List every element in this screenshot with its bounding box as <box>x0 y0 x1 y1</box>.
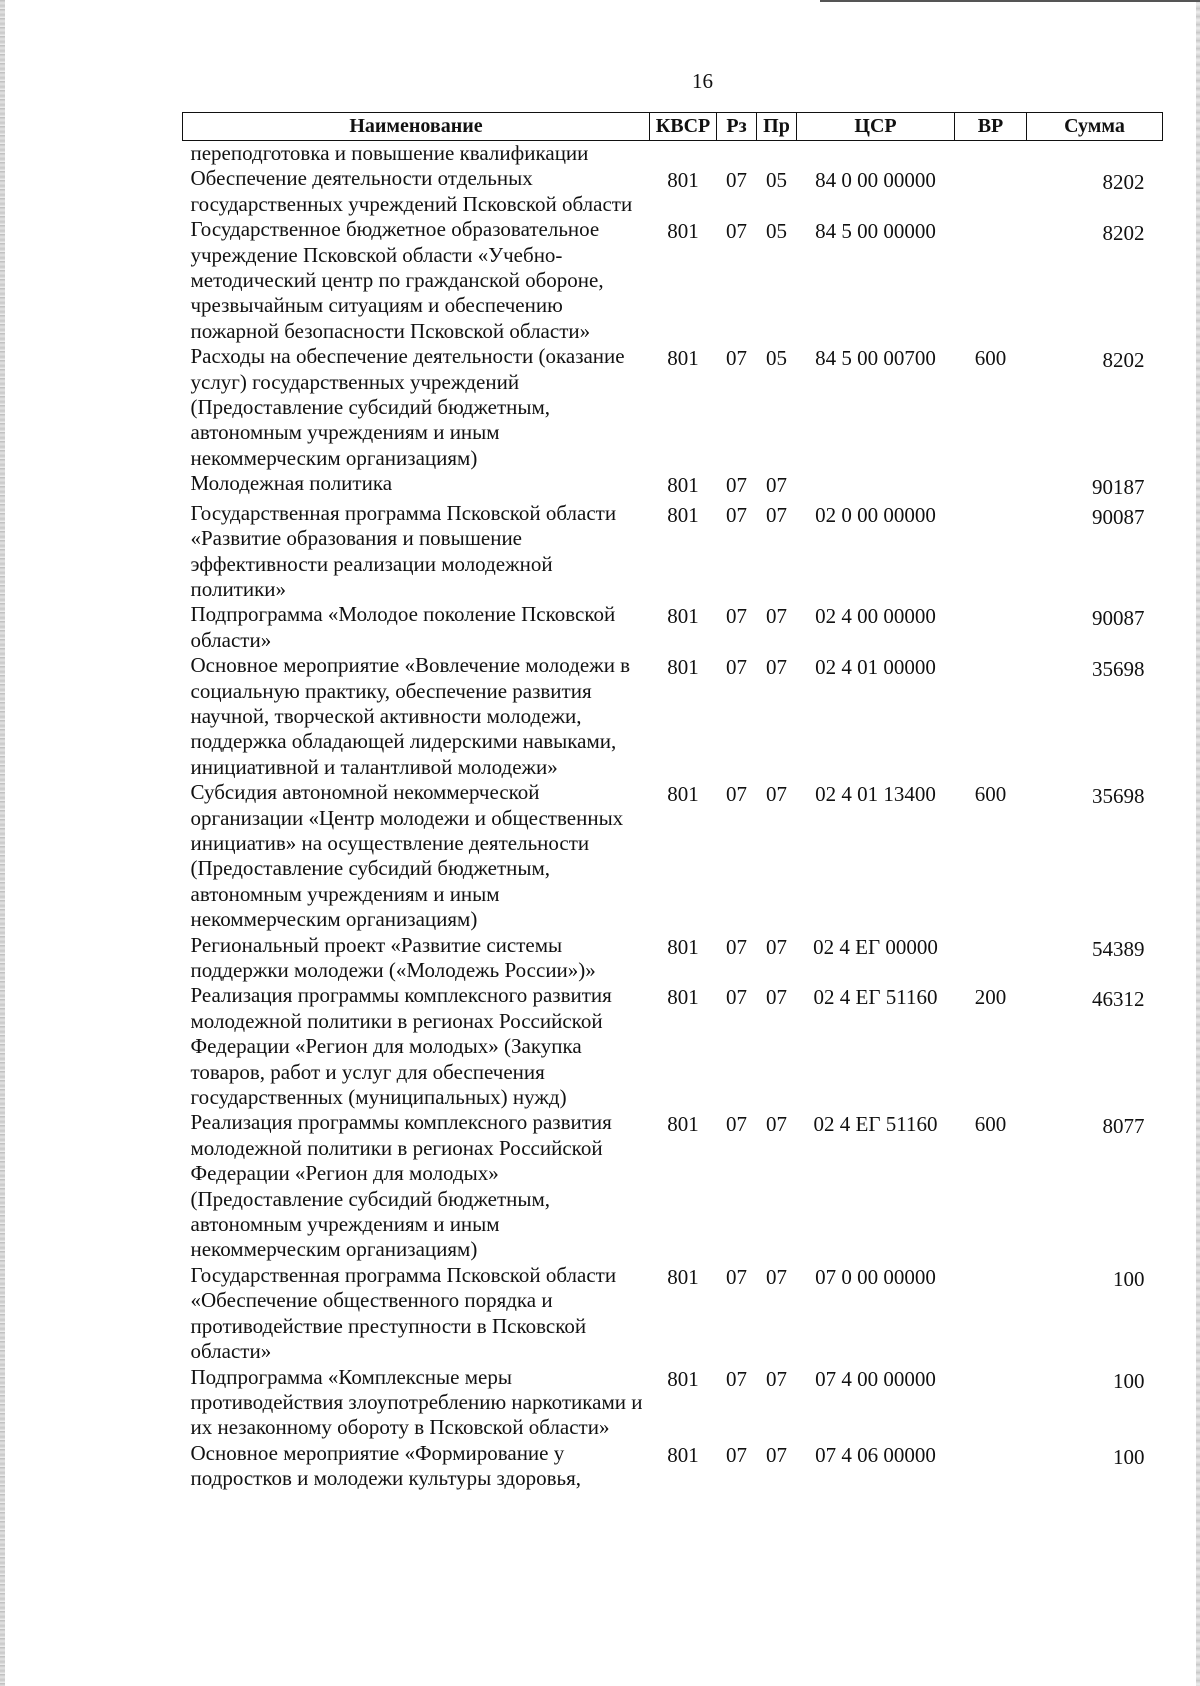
cell-kvsr: 801 <box>667 1442 699 1467</box>
cell-rz: 07 <box>726 655 747 680</box>
cell-name: Молодежная политика <box>190 471 393 496</box>
table-row <box>183 217 1163 344</box>
scan-edge-right <box>1196 0 1200 1686</box>
scan-edge-left <box>0 0 5 1686</box>
scan-top-line <box>820 0 1200 2</box>
cell-csr: 84 5 00 00000 <box>815 219 936 244</box>
cell-name: Подпрограмма «Молодое поколение Псковской области» <box>190 602 616 652</box>
table-row <box>183 780 1163 932</box>
cell-kvsr: 801 <box>667 985 699 1010</box>
cell-csr: 02 4 01 13400 <box>815 782 936 807</box>
cell-pr: 07 <box>766 1366 787 1391</box>
cell-sum: 90087 <box>1092 606 1145 631</box>
cell-vr <box>955 166 1027 217</box>
table-row <box>183 602 1163 653</box>
table-row <box>183 166 1163 217</box>
cell-rz: 07 <box>726 1112 747 1137</box>
cell-csr: 02 4 ЕГ 51160 <box>813 1112 938 1137</box>
cell-name: Основное мероприятие «Вовлечение молодежи в социальную практику, обеспечение развития научной, творческой активности молодежи, поддержка обладающей лидерскими навыками, инициативной и талантливой молодежи» <box>190 653 631 779</box>
cell-kvsr: 801 <box>667 1264 699 1289</box>
cell-rz <box>717 141 757 167</box>
cell-csr <box>797 471 955 500</box>
table-row <box>183 1441 1163 1492</box>
cell-sum: 100 <box>1113 1368 1145 1393</box>
cell-kvsr: 801 <box>667 934 699 959</box>
cell-csr: 07 4 06 00000 <box>815 1442 936 1467</box>
cell-name: Государственная программа Псковской области «Обеспечение общественного порядка и противодействие преступности в Псковской области» <box>190 1262 617 1364</box>
cell-rz: 07 <box>726 934 747 959</box>
cell-kvsr: 801 <box>667 473 699 498</box>
cell-rz: 07 <box>726 1264 747 1289</box>
cell-vr <box>955 141 1027 167</box>
header-rz: Рз <box>717 113 757 141</box>
cell-csr: 02 4 01 00000 <box>815 655 936 680</box>
cell-vr <box>955 501 1027 603</box>
cell-csr: 02 0 00 00000 <box>815 502 936 527</box>
cell-vr <box>955 1365 1027 1441</box>
header-csr: ЦСР <box>797 113 955 141</box>
cell-csr: 84 5 00 00700 <box>815 346 936 371</box>
cell-sum: 8202 <box>1102 221 1145 246</box>
cell-rz: 07 <box>726 1442 747 1467</box>
cell-csr: 07 0 00 00000 <box>815 1264 936 1289</box>
cell-pr: 07 <box>766 1264 787 1289</box>
cell-kvsr: 801 <box>667 782 699 807</box>
cell-rz: 07 <box>726 782 747 807</box>
cell-vr: 600 <box>974 782 1007 807</box>
cell-sum: 35698 <box>1092 784 1145 809</box>
cell-rz: 07 <box>726 346 747 371</box>
cell-vr <box>955 602 1027 653</box>
page-number: 16 <box>692 69 713 93</box>
header-pr: Пр <box>757 113 797 141</box>
cell-kvsr <box>650 141 717 167</box>
cell-pr: 07 <box>766 502 787 527</box>
cell-pr: 05 <box>766 346 787 371</box>
cell-pr: 07 <box>766 655 787 680</box>
table-row <box>183 1110 1163 1262</box>
cell-sum: 35698 <box>1092 657 1145 682</box>
cell-name: Реализация программы комплексного развития молодежной политики в регионах Российской Федерации «Регион для молодых» (Закупка товаров, работ и услуг для обеспечения государственных (муниципальных) нужд) <box>190 983 612 1110</box>
cell-csr: 02 4 ЕГ 00000 <box>813 934 938 959</box>
table-row <box>183 933 1163 984</box>
cell-sum: 46312 <box>1092 987 1145 1012</box>
cell-vr: 200 <box>974 985 1007 1010</box>
cell-pr: 07 <box>766 604 787 629</box>
header-vr: ВР <box>955 113 1027 141</box>
cell-kvsr: 801 <box>667 655 699 680</box>
cell-pr: 05 <box>766 168 787 193</box>
cell-sum: 54389 <box>1092 936 1145 961</box>
cell-rz: 07 <box>726 473 747 498</box>
cell-name: Подпрограмма «Комплексные меры противодействия злоупотреблению наркотиками и их незаконному обороту в Псковской области» <box>190 1364 643 1440</box>
cell-vr <box>955 1441 1027 1492</box>
cell-sum: 8202 <box>1102 170 1145 195</box>
cell-pr: 07 <box>766 473 787 498</box>
cell-rz: 07 <box>726 168 747 193</box>
cell-vr: 600 <box>974 1112 1007 1137</box>
cell-vr <box>955 217 1027 344</box>
table-row <box>183 501 1163 603</box>
cell-kvsr: 801 <box>667 1112 699 1137</box>
table-row <box>183 1365 1163 1441</box>
cell-name: Основное мероприятие «Формирование у подростков и молодежи культуры здоровья, <box>190 1440 582 1491</box>
cell-name: Региональный проект «Развитие системы поддержки молодежи («Молодежь России»)» <box>190 932 596 982</box>
cell-sum: 8077 <box>1102 1114 1145 1139</box>
table-row <box>183 983 1163 1110</box>
cell-pr: 07 <box>766 934 787 959</box>
budget-table <box>182 112 1163 1492</box>
cell-sum <box>1027 141 1163 167</box>
cell-pr <box>757 141 797 167</box>
cell-name: Государственное бюджетное образовательное учреждение Псковской области «Учебно-методический центр по гражданской обороне, чрезвычайным ситуациям и обеспечению пожарной безопасности Псковской области» <box>190 217 604 343</box>
cell-sum: 90187 <box>1092 475 1145 500</box>
cell-pr: 07 <box>766 782 787 807</box>
cell-name: Реализация программы комплексного развития молодежной политики в регионах Российской Федерации «Регион для молодых» (Предоставление субсидий бюджетным, автономным учреждениям и иным некоммерческим организациям) <box>190 1110 612 1262</box>
header-kvsr: КВСР <box>650 113 717 141</box>
cell-name: Субсидия автономной некоммерческой организации «Центр молодежи и общественных инициатив» на осуществление деятельности (Предоставление субсидий бюджетным, автономным учреждениям и иным некоммерческим организациям) <box>190 780 624 932</box>
cell-pr: 07 <box>766 1442 787 1467</box>
table-row <box>183 471 1163 500</box>
cell-name: Государственная программа Псковской области «Развитие образования и повышение эффективности реализации молодежной политики» <box>190 500 617 601</box>
cell-rz: 07 <box>726 985 747 1010</box>
table-row <box>183 141 1163 167</box>
cell-vr: 600 <box>974 346 1007 371</box>
cell-kvsr: 801 <box>667 502 699 527</box>
cell-pr: 07 <box>766 985 787 1010</box>
cell-vr <box>955 1263 1027 1365</box>
table-body <box>183 141 1163 1492</box>
cell-vr <box>955 471 1027 500</box>
cell-rz: 07 <box>726 1366 747 1391</box>
cell-vr <box>955 933 1027 984</box>
budget-table-container <box>182 112 1162 1492</box>
table-header-row <box>183 113 1163 141</box>
cell-sum: 8202 <box>1102 348 1145 373</box>
cell-name: Расходы на обеспечение деятельности (оказание услуг) государственных учреждений (Предоставление субсидий бюджетным, автономным учреждениям и иным некоммерческим организациям) <box>190 344 625 470</box>
cell-name: переподготовка и повышение квалификации <box>190 141 589 165</box>
cell-kvsr: 801 <box>667 168 699 193</box>
cell-sum: 90087 <box>1092 504 1145 529</box>
cell-rz: 07 <box>726 604 747 629</box>
cell-csr: 07 4 00 00000 <box>815 1366 936 1391</box>
cell-kvsr: 801 <box>667 604 699 629</box>
table-row <box>183 1263 1163 1365</box>
table-row <box>183 653 1163 780</box>
cell-kvsr: 801 <box>667 219 699 244</box>
header-sum: Сумма <box>1027 113 1163 141</box>
cell-pr: 05 <box>766 219 787 244</box>
cell-csr: 02 4 00 00000 <box>815 604 936 629</box>
cell-name: Обеспечение деятельности отдельных государственных учреждений Псковской области <box>190 166 633 216</box>
cell-kvsr: 801 <box>667 1366 699 1391</box>
table-row <box>183 344 1163 471</box>
cell-csr: 84 0 00 00000 <box>815 168 936 193</box>
cell-sum: 100 <box>1113 1444 1145 1469</box>
cell-kvsr: 801 <box>667 346 699 371</box>
cell-vr <box>955 653 1027 780</box>
cell-sum: 100 <box>1113 1266 1145 1291</box>
cell-csr <box>797 141 955 167</box>
cell-rz: 07 <box>726 219 747 244</box>
cell-pr: 07 <box>766 1112 787 1137</box>
cell-csr: 02 4 ЕГ 51160 <box>813 985 938 1010</box>
header-name: Наименование <box>183 113 650 141</box>
cell-rz: 07 <box>726 502 747 527</box>
